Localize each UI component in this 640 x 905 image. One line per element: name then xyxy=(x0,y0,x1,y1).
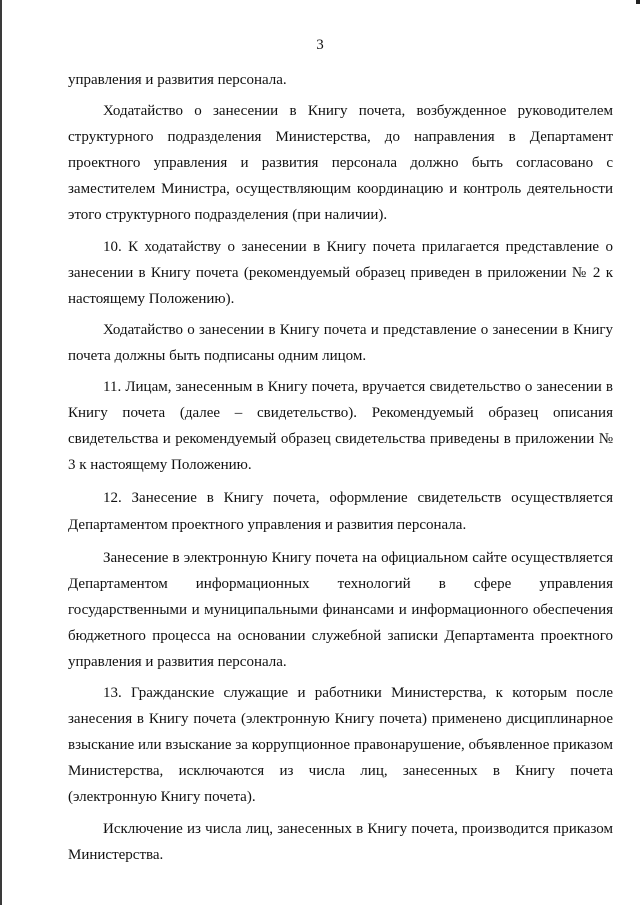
scan-corner-mark xyxy=(636,0,640,4)
paragraph-item-13: 13. Гражданские служащие и работники Министерства, к которым после занесения в Книгу почета (электронную Книгу почета) применено дисциплинарное взыскание или взыскание за коррупционное правонарушение, объявленное приказом Министерства, исключаются из числа лиц, занесенных в Книгу почета (электронную Книгу почета). xyxy=(68,685,613,806)
scan-edge-shadow xyxy=(0,0,2,905)
paragraph-item-11: 11. Лицам, занесенным в Книгу почета, вручается свидетельство о занесении в Книгу почета (далее – свидетельство). Рекомендуемый образец описания свидетельства и рекомендуемый образец свидетельства приведены в приложении № 3 к настоящему Положению. xyxy=(68,379,613,474)
paragraph-signature-requirement: Ходатайство о занесении в Книгу почета и представление о занесении в Книгу почета должны быть подписаны одним лицом. xyxy=(68,321,613,364)
paragraph-item-12: 12. Занесение в Книгу почета, оформление свидетельств осуществляется Департаментом проектного управления и развития персонала. xyxy=(68,490,613,533)
paragraph-petition-approval: Ходатайство о занесении в Книгу почета, возбужденное руководителем структурного подразделения Министерства, до направления в Департамент проектного управления и развития персонала должно быть согласовано с заместителем Министра, осуществляющим координацию и контроль деятельности этого структурного подразделения (при наличии). xyxy=(68,103,613,224)
paragraph-exclusion-order: Исключение из числа лиц, занесенных в Книгу почета, производится приказом Министерства. xyxy=(68,820,613,863)
paragraph-item-10: 10. К ходатайству о занесении в Книгу почета прилагается представление о занесении в Книгу почета (рекомендуемый образец приведен в приложении № 2 к настоящему Положению). xyxy=(68,238,613,307)
document-body xyxy=(68,67,613,868)
page-number: 3 xyxy=(316,37,324,53)
paragraph-continuation: управления и развития персонала. xyxy=(68,72,287,88)
paragraph-electronic-book: Занесение в электронную Книгу почета на официальном сайте осуществляется Департаментом информационных технологий в сфере управления государственными и муниципальными финансами и информационного обеспечения бюджетного процесса на основании служебной записки Департамента проектного управления и развития персонала. xyxy=(68,549,613,670)
